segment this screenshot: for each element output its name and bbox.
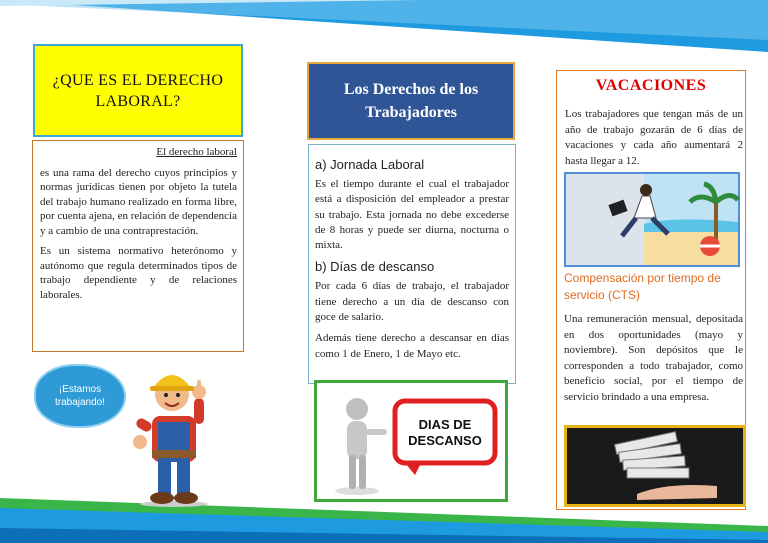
speech-bubble: ¡Estamos trabajando!: [36, 366, 124, 426]
dias-descanso-text-2: Además tiene derecho a descansar en días como 1 de Enero, 1 de Mayo etc.: [315, 332, 509, 360]
construction-worker-illustration: [122, 358, 228, 508]
definition-subtitle: El derecho laboral: [156, 146, 237, 158]
rest-days-illustration: [314, 380, 508, 502]
definition-paragraph-2: Es un sistema normativo heterónomo y autónomo que regula determinados tipos de trabajo dependiente y de relaciones laborales.: [40, 245, 237, 301]
sign-line-2: DESCANSO: [408, 433, 482, 448]
left-panel-title: ¿QUE ES EL DERECHO LABORAL?: [33, 44, 243, 137]
rights-content-box: [308, 144, 516, 384]
vacation-beach-illustration: [564, 172, 740, 267]
middle-panel-title: Los Derechos de los Trabajadores: [307, 62, 515, 140]
cts-title: Compensación por tiempo de servicio (CTS): [564, 271, 721, 302]
jornada-laboral-text: Es el tiempo durante el cual el trabajador está a disposición del empleador a prestar su trabajo. Esta jornada no debe excederse de 8 horas y puede ser diurna, nocturna o mixta.: [315, 178, 509, 252]
money-hand-illustration: [564, 425, 746, 507]
vacations-title: VACACIONES: [595, 77, 707, 94]
definition-paragraph-1: es una rama del derecho cuyos principios y normas jurídicas tienen por objeto la tutela del trabajo humano realizado en forma libre, por cuenta ajena, en relación de dependencia y a cambio de una contraprestación.: [40, 166, 237, 237]
vacations-panel: [556, 70, 746, 510]
jornada-laboral-heading: a) Jornada Laboral: [315, 157, 425, 172]
definition-box: [32, 140, 244, 352]
sign-line-1: DIAS DE: [418, 417, 472, 432]
vacations-text: Los trabajadores que tengan más de un año de trabajo gozarán de 6 días de vacaciones y cada año aumentará 2 hasta llegar a 12.: [565, 108, 743, 167]
cts-text: Una remuneración mensual, depositada en dos oportunidades (mayo y noviembre). Son depósitos que le corresponden a todo trabajador, como beneficio social, por el tiempo de servicio brindado a una empresa.: [564, 313, 743, 403]
dias-descanso-text-1: Por cada 6 días de trabajo, el trabajador tiene derecho a un día de descanso con goce de salario.: [315, 280, 509, 324]
dias-descanso-heading: b) Días de descanso: [315, 259, 435, 275]
